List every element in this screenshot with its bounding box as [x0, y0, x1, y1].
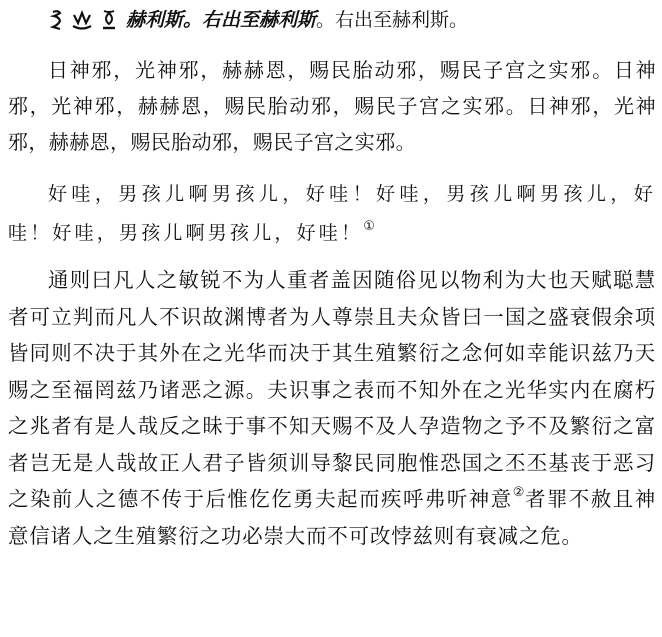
heading-regular-text: 。右出至赫利斯。 [316, 9, 469, 31]
paragraph-chant-text: 好哇，男孩儿啊男孩儿，好哇！好哇，男孩儿啊男孩儿，好哇！好哇，男孩儿啊男孩儿，好哇！ [8, 183, 656, 244]
ancient-glyph-3-icon [100, 9, 118, 31]
paragraph-classical-prose [8, 262, 656, 554]
ancient-glyph-group [50, 9, 118, 31]
heading-line [8, 4, 468, 36]
paragraph-invocation: 日神邪，光神邪，赫赫恩，赐民胎动邪，赐民子宫之实邪。日神邪，光神邪，赫赫恩，赐民胎动邪，赐民子宫之实邪。日神邪，光神邪，赫赫恩，赐民胎动邪，赐民子宫之实邪。 [8, 58, 656, 154]
heading-bold-text: 赫利斯。右出至赫利斯 [126, 9, 317, 31]
ancient-glyph-2-icon [72, 9, 92, 31]
footnote-marker-1[interactable]: ① [363, 218, 375, 234]
ancient-glyph-1-icon [50, 9, 64, 31]
footnote-marker-2[interactable]: ② [512, 485, 525, 501]
paragraph-prose-text-2: 者罪不赦且神意信诸人之生殖繁衍之功必崇大而不可改悖兹则有衰减之危。 [8, 487, 657, 548]
paragraph-prose-text-1: 通则曰凡人之敏锐不为人重者盖因随俗见以物利为大也天赋聪慧者可立判而凡人不识故渊博者为人尊崇且夫众皆曰一国之盛衰假余项皆同则不决于其外在之光华而决于其生殖繁衍之念何如幸能识兹乃天赐之至福罔兹乃诸恶之源。夫识事之表而不知外在之光华实内在腐朽之兆者有是人哉反之昧于事不知天赐不及人孕造物之予不及繁衍之富者岂无是人哉故正人君子皆须训导黎民同胞惟恐国之丕丕基丧于恶习之染前人之德不传于后惟仡仡勇夫起而疾呼弗听神意 [8, 268, 656, 511]
paragraph-chant [8, 175, 656, 253]
